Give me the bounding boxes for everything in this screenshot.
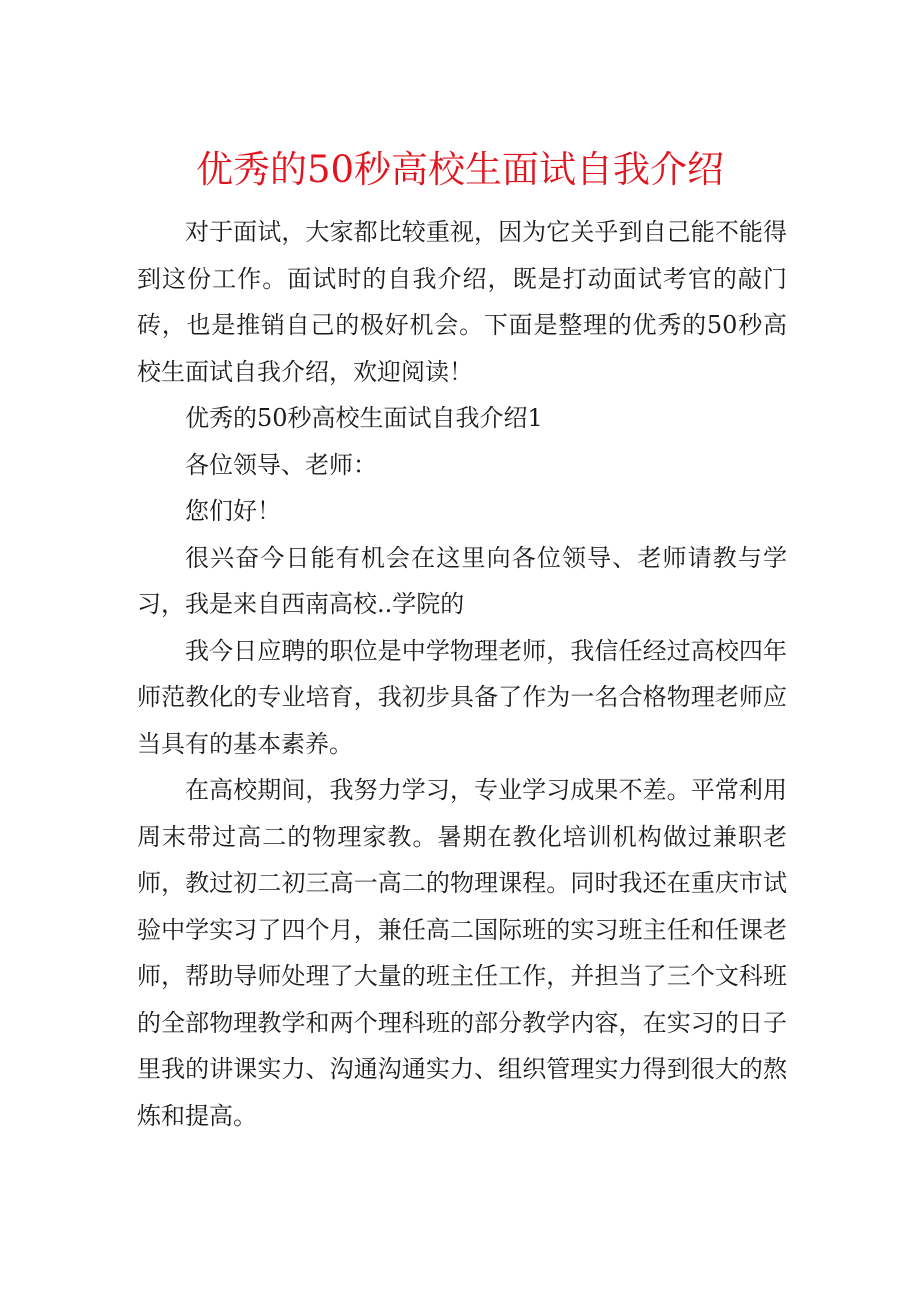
paragraph-experience: 在高校期间，我努力学习，专业学习成果不差。平常利用周末带过高二的物理家教。暑期在教化培训机构做过兼职老师，教过初二初三高一高二的物理课程。同时我还在重庆市试验中学实习了四个月，兼任高二国际班的实习班主任和任课老师，帮助导师处理了大量的班主任工作，并担当了三个文科班的全部物理教学和两个理科班的部分教学内容，在实习的日子里我的讲课实力、沟通沟通实力、组织管理实力得到很大的熬炼和提高。 [137, 776, 787, 1130]
document-title: 优秀的50秒高校生面试自我介绍 [195, 148, 725, 191]
salutation: 各位领导、老师： [185, 450, 377, 479]
paragraph-position: 我今日应聘的职位是中学物理老师，我信任经过高校四年师范教化的专业培育，我初步具备了作为一名合格物理老师应当具有的基本素养。 [137, 636, 787, 758]
paragraph-introduction: 很兴奋今日能有机会在这里向各位领导、老师请教与学习，我是来自西南高校..学院的 [137, 543, 787, 618]
document-body [137, 209, 787, 1139]
section-heading: 优秀的50秒高校生面试自我介绍1 [185, 404, 543, 432]
intro-paragraph: 对于面试，大家都比较重视，因为它关乎到自己能不能得到这份工作。面试时的自我介绍，既是打动面试考官的敲门砖，也是推销自己的极好机会。下面是整理的优秀的50秒高校生面试自我介绍，欢迎阅读！ [137, 218, 787, 386]
greeting: 您们好！ [185, 497, 281, 525]
